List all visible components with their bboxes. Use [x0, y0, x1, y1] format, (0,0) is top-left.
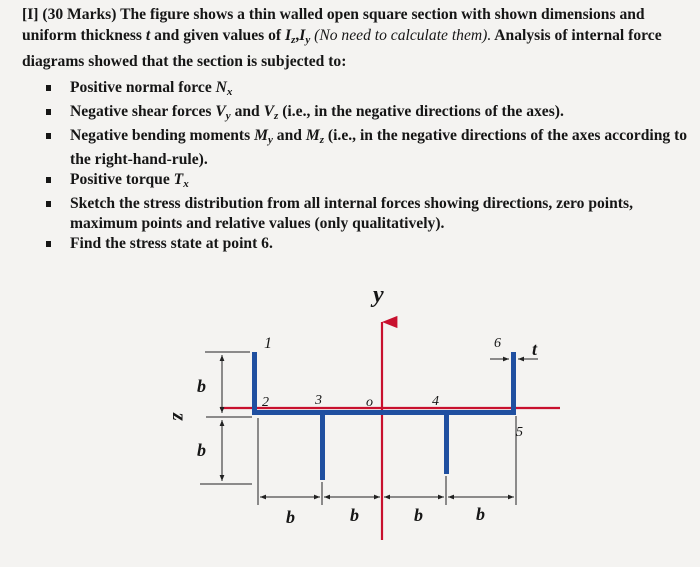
point-2-label: 2 [262, 395, 269, 410]
dim-b-label-2: b [350, 505, 359, 525]
left-web [252, 352, 257, 415]
flange [252, 410, 516, 415]
item-text: Sketch the stress distribution from all internal forces showing directions, zero points, maximum points and relative values (only qualitatively). [70, 195, 633, 232]
item-sub: y [225, 110, 231, 122]
item-symbol-2: M [305, 127, 320, 144]
dim-b-label-4: b [476, 504, 485, 524]
point-4-label: 4 [432, 394, 439, 409]
item-rest: (i.e., in the negative directions of the axes according to the right-hand-rule). [70, 127, 688, 168]
question-marker: [I] [22, 6, 39, 23]
point-1-label: 1 [264, 335, 272, 352]
item-sub: x [226, 86, 233, 98]
item-mid: and [234, 103, 260, 120]
item-symbol: N [215, 79, 227, 96]
point-6-label: 6 [494, 336, 501, 351]
analysis-text: Analysis of internal force diagrams showed that the section is subjected to: [22, 27, 662, 70]
item-text: Negative shear forces [70, 103, 212, 120]
given-text: and given values of [154, 27, 282, 44]
item-symbol-2: V [263, 103, 275, 120]
question-intro-text: The figure shows a thin walled open square section with shown dimensions and uniform thickness [22, 6, 645, 44]
dim-t-label: t [532, 339, 538, 359]
item-rest: (i.e., in the negative directions of the axes). [282, 103, 564, 120]
iz-symbol: I [285, 27, 292, 44]
item-text: Positive normal force [70, 79, 212, 96]
item-sub-2: z [319, 134, 324, 146]
item-text: Negative bending moments [70, 127, 251, 144]
dim-b-label-upper: b [197, 376, 206, 396]
item-symbol: V [215, 103, 226, 120]
point-5-label: 5 [516, 425, 523, 440]
point-3-label: 3 [315, 393, 322, 408]
dim-b-label-3: b [414, 505, 423, 525]
point-o-label: o [366, 395, 373, 410]
iz-sub: z [291, 34, 296, 46]
item-text: Positive torque [70, 171, 170, 188]
item-sub: y [267, 134, 273, 146]
item-symbol: M [254, 127, 268, 144]
item-mid: and [276, 127, 302, 144]
right-web [511, 352, 516, 415]
z-axis-label: z [168, 413, 190, 421]
note-text: (No need to calculate them). [314, 27, 492, 44]
iy-sub: y [305, 34, 311, 46]
iy-symbol: I [299, 27, 306, 44]
dim-b-label-1: b [286, 507, 295, 527]
stub-3 [320, 410, 325, 480]
dim-b-label-lower: b [197, 440, 206, 460]
y-axis-label: y [373, 282, 384, 308]
t-symbol: t [145, 27, 151, 44]
item-symbol: T [173, 171, 184, 188]
stub-4 [444, 410, 449, 474]
item-text: Find the stress state at point 6. [70, 235, 273, 252]
item-sub: x [183, 178, 189, 190]
item-sub-2: z [274, 110, 279, 122]
comma: , [295, 27, 300, 44]
question-marks: (30 Marks) [42, 6, 117, 23]
